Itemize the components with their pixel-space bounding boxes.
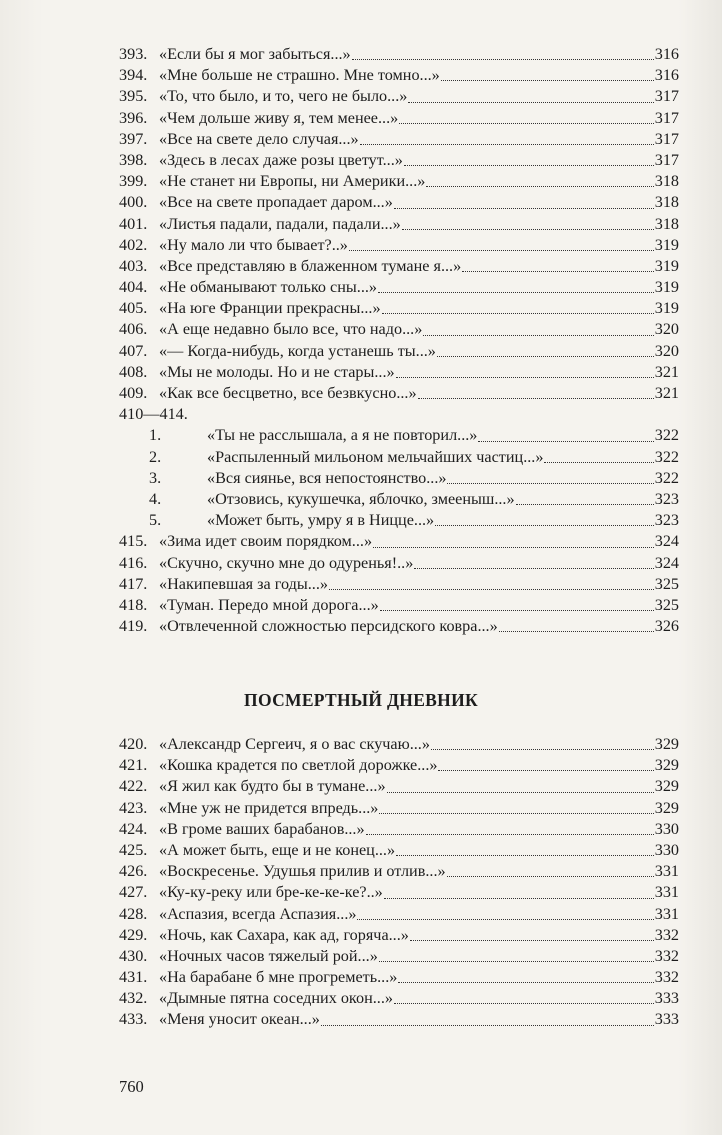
entry-page: 324 xyxy=(654,553,679,572)
entry-title: «Ты не расслышала, а я не повторил...» xyxy=(207,426,478,445)
entry-page: 317 xyxy=(654,150,679,169)
dot-leader xyxy=(402,215,654,230)
entry-title: «Скучно, скучно мне до одуренья!..» xyxy=(159,553,414,572)
entry-page: 319 xyxy=(654,299,679,318)
section-heading: ПОСМЕРТНЫЙ ДНЕВНИК xyxy=(244,690,478,710)
entry-number: 404. xyxy=(119,278,148,297)
entry-title: «Ночных часов тяжелый рой...» xyxy=(159,946,378,965)
entry-page: 322 xyxy=(654,447,679,466)
entry-number: 417. xyxy=(119,574,148,593)
entry-number: 399. xyxy=(119,172,148,191)
toc-entry xyxy=(119,235,679,256)
entry-page: 318 xyxy=(654,214,679,233)
entry-page: 329 xyxy=(654,777,679,796)
entry-page: 319 xyxy=(654,235,679,254)
entry-number: 408. xyxy=(119,362,148,381)
dot-leader xyxy=(499,617,654,632)
entry-number: 1. xyxy=(149,426,162,445)
entry-number: 422. xyxy=(119,777,148,796)
entry-page: 330 xyxy=(654,819,679,838)
entry-page: 323 xyxy=(654,489,679,508)
entry-title: «Воскресенье. Удушья прилив и отлив...» xyxy=(159,862,446,881)
toc-entry xyxy=(119,595,679,616)
dot-leader xyxy=(329,575,654,590)
toc-entry xyxy=(119,904,679,925)
entry-title: «Аспазия, всегда Аспазия...» xyxy=(159,904,357,923)
entry-number: 416. xyxy=(119,553,148,572)
entry-number: 431. xyxy=(119,968,148,987)
toc-entry xyxy=(119,319,679,340)
entry-page: 333 xyxy=(654,989,679,1008)
entry-page: 317 xyxy=(654,129,679,148)
entry-number: 5. xyxy=(149,511,162,530)
entry-number: 425. xyxy=(119,840,148,859)
entry-page: 317 xyxy=(654,87,679,106)
entry-number: 409. xyxy=(119,384,148,402)
toc-entry xyxy=(119,988,679,1009)
entry-title: «Мне уж не придется впредь...» xyxy=(159,798,379,817)
entry-page: 316 xyxy=(654,66,679,85)
entry-number: 433. xyxy=(119,1010,148,1029)
toc-entry xyxy=(119,108,679,129)
dot-leader xyxy=(352,45,654,60)
entry-number: 430. xyxy=(119,946,148,965)
toc-entry xyxy=(119,840,679,861)
entry-page: 319 xyxy=(654,256,679,275)
dot-leader xyxy=(394,989,654,1004)
dot-leader xyxy=(423,321,653,336)
dot-leader xyxy=(373,533,654,548)
toc-entry xyxy=(119,616,679,637)
entry-title: «Зима идет своим порядком...» xyxy=(159,532,373,551)
dot-leader xyxy=(380,596,654,611)
dot-leader xyxy=(435,511,654,526)
dot-leader xyxy=(382,299,654,314)
dot-leader xyxy=(396,363,654,378)
entry-page: 319 xyxy=(654,278,679,297)
entry-title: «Все представляю в блаженном тумане я...» xyxy=(159,256,462,275)
entry-number: 427. xyxy=(119,883,148,902)
entry-page: 318 xyxy=(654,193,679,212)
toc-entry xyxy=(119,798,679,819)
entry-title: «Отвлеченной сложностью персидского ковра...» xyxy=(159,617,498,636)
dot-leader xyxy=(384,884,654,899)
dot-leader xyxy=(360,130,654,145)
entry-title: «Листья падали, падали, падали...» xyxy=(159,214,401,233)
entry-number: 394. xyxy=(119,66,148,85)
page-number: 760 xyxy=(119,1077,144,1096)
toc-entry xyxy=(119,256,679,277)
entry-number: 415. xyxy=(119,532,148,551)
dot-leader xyxy=(404,151,654,166)
toc-entry xyxy=(119,734,679,755)
toc-entry xyxy=(119,861,679,882)
dot-leader xyxy=(398,968,653,983)
entry-page: 329 xyxy=(654,798,679,817)
toc-block-1 xyxy=(119,44,679,637)
entry-page: 326 xyxy=(654,617,679,636)
entry-title: «Отзовись, кукушечка, яблочко, змееныш...» xyxy=(207,489,515,508)
entry-page: 316 xyxy=(654,45,679,63)
toc-entry xyxy=(119,341,679,362)
toc-entry xyxy=(119,755,679,776)
entry-number: 419. xyxy=(119,617,148,636)
toc-entry xyxy=(119,192,679,213)
entry-page: 329 xyxy=(654,735,679,753)
entry-page: 322 xyxy=(654,426,679,445)
dot-leader xyxy=(462,257,654,272)
toc-entry xyxy=(119,489,679,510)
toc-entry xyxy=(119,468,679,489)
entry-page: 332 xyxy=(654,946,679,965)
entry-page: 324 xyxy=(654,532,679,551)
dot-leader xyxy=(366,820,654,835)
toc-entry xyxy=(119,819,679,840)
dot-leader xyxy=(379,947,654,962)
toc-entry xyxy=(119,925,679,946)
entry-title: «Меня уносит океан...» xyxy=(159,1010,320,1029)
entry-page: 331 xyxy=(654,883,679,902)
toc-entry xyxy=(119,510,679,531)
toc-entry xyxy=(119,553,679,574)
entry-number: 403. xyxy=(119,256,148,275)
toc-entry xyxy=(119,214,679,235)
dot-leader xyxy=(447,469,653,484)
entry-page: 332 xyxy=(654,925,679,944)
toc-entry xyxy=(119,946,679,967)
entry-number: 418. xyxy=(119,595,148,614)
entry-number: 2. xyxy=(149,447,162,466)
dot-leader xyxy=(478,427,653,442)
entry-title: «То, что было, и то, чего не было...» xyxy=(159,87,408,106)
entry-number: 432. xyxy=(119,989,148,1008)
entry-title: «Александр Сергеич, я о вас скучаю...» xyxy=(159,735,430,753)
entry-page: 318 xyxy=(654,172,679,191)
entry-number: 426. xyxy=(119,862,148,881)
entry-title: «Здесь в лесах даже розы цветут...» xyxy=(159,150,403,169)
entry-page: 330 xyxy=(654,840,679,859)
entry-number: 428. xyxy=(119,904,148,923)
entry-number: 3. xyxy=(149,468,162,487)
dot-leader xyxy=(516,490,654,505)
toc-entry xyxy=(119,447,679,468)
toc-entry xyxy=(119,277,679,298)
dot-leader xyxy=(447,862,654,877)
dot-leader xyxy=(418,384,654,399)
entry-number: 420. xyxy=(119,735,148,753)
entry-number: 406. xyxy=(119,320,148,339)
entry-title: «Я жил как будто бы в тумане...» xyxy=(159,777,386,796)
entry-title: «Ку-ку-реку или бре-ке-ке-ке?..» xyxy=(159,883,383,902)
entry-title: «Может быть, умру я в Ницце...» xyxy=(207,511,435,530)
toc-entry xyxy=(119,298,679,319)
entry-title: «Чем дольше живу я, тем менее...» xyxy=(159,108,399,127)
entry-title: «Кошка крадется по светлой дорожке...» xyxy=(159,756,438,775)
toc-entry xyxy=(119,425,679,446)
entry-number: 400. xyxy=(119,193,148,212)
entry-number: 424. xyxy=(119,819,148,838)
dot-leader xyxy=(426,172,653,187)
entry-page: 323 xyxy=(654,511,679,530)
toc-entry xyxy=(119,383,679,404)
toc-entry xyxy=(119,150,679,171)
entry-title: «Распыленный мильоном мельчайших частиц...» xyxy=(207,447,544,466)
entry-number: 402. xyxy=(119,235,148,254)
entry-title: «— Когда-нибудь, когда устанешь ты...» xyxy=(159,341,436,360)
dot-leader xyxy=(396,841,654,856)
dot-leader xyxy=(431,735,654,750)
entry-page: 325 xyxy=(654,574,679,593)
dot-leader xyxy=(437,342,654,357)
toc-entry xyxy=(119,86,679,107)
entry-title: «Мы не молоды. Но и не стары...» xyxy=(159,362,395,381)
entry-number: 397. xyxy=(119,129,148,148)
dot-leader xyxy=(410,926,654,941)
dot-leader xyxy=(394,194,654,209)
dot-leader xyxy=(379,799,653,814)
entry-number: 421. xyxy=(119,756,148,775)
entry-title: «Туман. Передо мной дорога...» xyxy=(159,595,379,614)
entry-title: «А еще недавно было все, что надо...» xyxy=(159,320,423,339)
entry-title: «Не станет ни Европы, ни Америки...» xyxy=(159,172,426,191)
dot-leader xyxy=(438,756,653,771)
dot-leader xyxy=(399,109,653,124)
dot-leader xyxy=(357,905,653,920)
entry-title: «Накипевшая за годы...» xyxy=(159,574,328,593)
entry-title: «А может быть, еще и не конец...» xyxy=(159,840,396,859)
entry-title: «На барабане б мне прогреметь...» xyxy=(159,968,398,987)
entry-title: «Не обманывают только сны...» xyxy=(159,278,378,297)
entry-number: 393. xyxy=(119,45,148,63)
entry-title: «Если бы я мог забыться...» xyxy=(159,45,351,63)
toc-entry xyxy=(119,65,679,86)
dot-leader xyxy=(414,554,653,569)
entry-page: 321 xyxy=(654,384,679,402)
toc-entry xyxy=(119,129,679,150)
entry-title: «Ночь, как Сахара, как ад, горяча...» xyxy=(159,925,409,944)
entry-page: 322 xyxy=(654,468,679,487)
entry-title: «Ну мало ли что бывает?..» xyxy=(159,235,348,254)
toc-entry xyxy=(119,362,679,383)
toc-entry xyxy=(119,171,679,192)
entry-number: 396. xyxy=(119,108,148,127)
entry-number: 405. xyxy=(119,299,148,318)
toc-entry xyxy=(119,776,679,797)
toc-entry xyxy=(119,882,679,903)
entry-number: 401. xyxy=(119,214,148,233)
entry-title: «Как все бесцветно, все безвкусно...» xyxy=(159,384,417,402)
entry-page: 331 xyxy=(654,862,679,881)
group-label: 410—414. xyxy=(119,405,188,424)
entry-number: 423. xyxy=(119,798,148,817)
toc-entry xyxy=(119,531,679,552)
entry-title: «Мне больше не страшно. Мне томно...» xyxy=(159,66,440,85)
entry-title: «Все на свете пропадает даром...» xyxy=(159,193,393,212)
entry-page: 320 xyxy=(654,320,679,339)
entry-number: 395. xyxy=(119,87,148,106)
entry-title: «В громе ваших барабанов...» xyxy=(159,819,365,838)
toc-entry xyxy=(119,574,679,595)
dot-leader xyxy=(378,278,654,293)
dot-leader xyxy=(321,1011,654,1026)
entry-number: 429. xyxy=(119,925,148,944)
toc-block-2 xyxy=(119,734,679,1031)
dot-leader xyxy=(408,88,653,103)
entry-number: 407. xyxy=(119,341,148,360)
dot-leader xyxy=(349,236,654,251)
entry-page: 320 xyxy=(654,341,679,360)
entry-page: 331 xyxy=(654,904,679,923)
dot-leader xyxy=(441,66,654,81)
entry-title: «На юге Франции прекрасны...» xyxy=(159,299,381,318)
toc-entry xyxy=(119,44,679,65)
entry-page: 321 xyxy=(654,362,679,381)
entry-page: 332 xyxy=(654,968,679,987)
entry-number: 398. xyxy=(119,150,148,169)
toc-entry xyxy=(119,967,679,988)
entry-title: «Вся сиянье, вся непостоянство...» xyxy=(207,468,447,487)
entry-title: «Все на свете дело случая...» xyxy=(159,129,359,148)
entry-page: 329 xyxy=(654,756,679,775)
toc-entry xyxy=(119,1009,679,1030)
entry-title: «Дымные пятна соседних окон...» xyxy=(159,989,393,1008)
entry-page: 333 xyxy=(654,1010,679,1029)
dot-leader xyxy=(387,778,654,793)
entry-page: 325 xyxy=(654,595,679,614)
entry-number: 4. xyxy=(149,489,162,508)
entry-page: 317 xyxy=(654,108,679,127)
dot-leader xyxy=(544,448,653,463)
